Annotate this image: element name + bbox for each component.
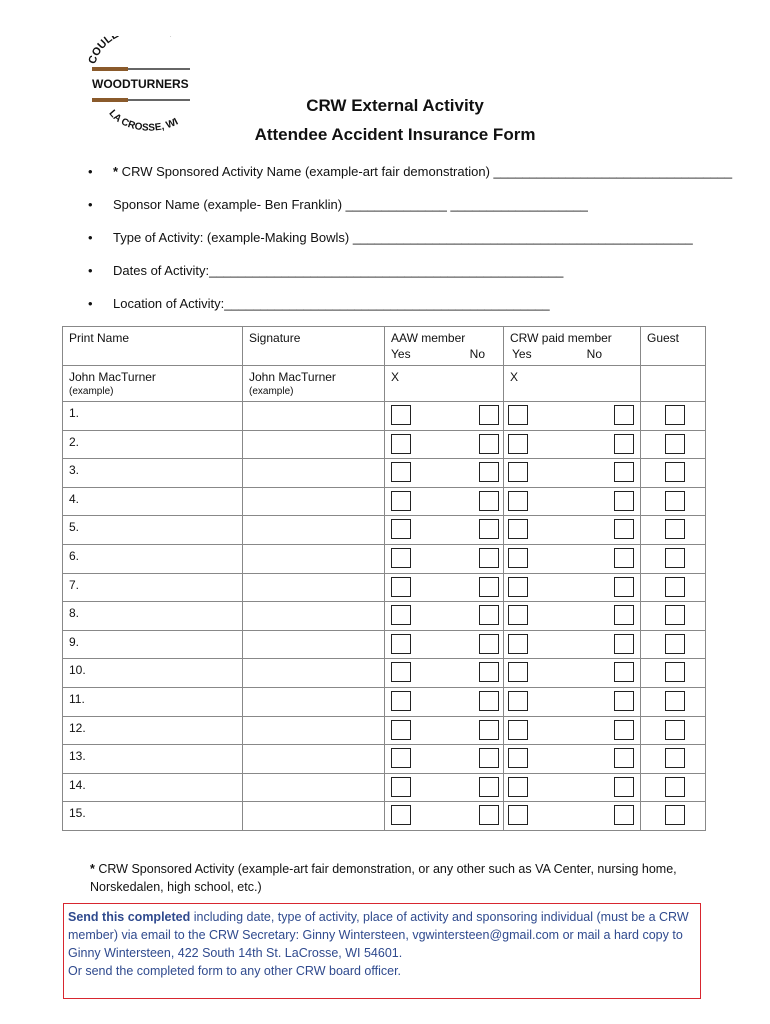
crw-yes-checkbox[interactable]	[508, 805, 528, 825]
table-row	[63, 802, 706, 831]
guest-checkbox[interactable]	[665, 519, 685, 539]
crw-no-checkbox[interactable]	[614, 519, 634, 539]
crw-yes-checkbox[interactable]	[508, 748, 528, 768]
row-number[interactable]: 4.	[69, 491, 80, 506]
logo-graphic	[80, 36, 210, 136]
sponsor-name-field[interactable]: Sponsor Name (example- Ben Franklin) ______________ ___________________	[113, 197, 588, 212]
table-row	[63, 602, 706, 631]
crw-yes-checkbox[interactable]	[508, 777, 528, 797]
crw-no-checkbox[interactable]	[614, 691, 634, 711]
guest-checkbox[interactable]	[665, 662, 685, 682]
row-signature-field[interactable]	[243, 545, 384, 573]
row-signature-field[interactable]	[243, 602, 384, 630]
header-crw-yes: Yes	[512, 347, 532, 361]
aaw-no-checkbox[interactable]	[479, 548, 499, 568]
row-signature-field[interactable]	[243, 659, 384, 687]
aaw-yes-checkbox[interactable]	[391, 805, 411, 825]
table-row	[63, 630, 706, 659]
example-signature-note: (example)	[249, 386, 294, 397]
row-number[interactable]: 3.	[69, 463, 80, 478]
guest-checkbox[interactable]	[665, 405, 685, 425]
aaw-yes-checkbox[interactable]	[391, 777, 411, 797]
bullet-marker: •	[88, 296, 93, 311]
header-aaw-no: No	[469, 347, 485, 361]
form-subtitle: Attendee Accident Insurance Form	[254, 125, 536, 144]
crw-no-checkbox[interactable]	[614, 777, 634, 797]
row-number[interactable]: 12.	[69, 720, 86, 735]
header-crw-no: No	[586, 347, 602, 361]
aaw-yes-checkbox[interactable]	[391, 720, 411, 740]
row-number[interactable]: 8.	[69, 606, 80, 621]
table-row	[63, 430, 706, 459]
aaw-no-checkbox[interactable]	[479, 805, 499, 825]
table-row	[63, 544, 706, 573]
crw-yes-checkbox[interactable]	[508, 577, 528, 597]
aaw-yes-checkbox[interactable]	[391, 605, 411, 625]
aaw-no-checkbox[interactable]	[479, 491, 499, 511]
aaw-no-checkbox[interactable]	[479, 405, 499, 425]
crw-yes-checkbox[interactable]	[508, 405, 528, 425]
aaw-no-checkbox[interactable]	[479, 691, 499, 711]
row-number[interactable]: 14.	[69, 777, 86, 792]
table-row	[63, 745, 706, 774]
guest-checkbox[interactable]	[665, 634, 685, 654]
aaw-no-checkbox[interactable]	[479, 519, 499, 539]
aaw-yes-checkbox[interactable]	[391, 748, 411, 768]
guest-checkbox[interactable]	[665, 462, 685, 482]
crw-yes-checkbox[interactable]	[508, 462, 528, 482]
guest-checkbox[interactable]	[665, 748, 685, 768]
guest-checkbox[interactable]	[665, 805, 685, 825]
example-name-note: (example)	[69, 386, 114, 397]
footnote-star: *	[90, 862, 95, 876]
guest-checkbox[interactable]	[665, 548, 685, 568]
activity-dates-field[interactable]: Dates of Activity:_________________________________________________	[113, 263, 564, 278]
logo-bottom-text: LA CROSSE, WI	[106, 108, 181, 134]
table-row	[63, 459, 706, 488]
guest-checkbox[interactable]	[665, 434, 685, 454]
crw-yes-checkbox[interactable]	[508, 434, 528, 454]
crw-no-checkbox[interactable]	[614, 577, 634, 597]
logo-top-text: COUL	[86, 36, 115, 66]
activity-location-field[interactable]: Location of Activity:_____________________________________________	[113, 296, 550, 311]
logo-middle-text: WOODTURNERS	[92, 77, 189, 91]
guest-checkbox[interactable]	[665, 577, 685, 597]
row-signature-field[interactable]	[243, 402, 384, 430]
crw-yes-checkbox[interactable]	[508, 605, 528, 625]
crw-yes-checkbox[interactable]	[508, 548, 528, 568]
crw-yes-checkbox[interactable]	[508, 691, 528, 711]
example-name: John MacTurner	[69, 370, 156, 384]
aaw-yes-checkbox[interactable]	[391, 691, 411, 711]
crw-no-checkbox[interactable]	[614, 491, 634, 511]
guest-checkbox[interactable]	[665, 720, 685, 740]
header-crw-member: CRW paid member Yes No	[504, 327, 641, 366]
row-signature-field[interactable]	[243, 431, 384, 459]
bullet-marker: •	[88, 197, 93, 212]
table-row	[63, 716, 706, 745]
header-signature: Signature	[243, 327, 385, 366]
crw-no-checkbox[interactable]	[614, 434, 634, 454]
aaw-yes-checkbox[interactable]	[391, 405, 411, 425]
row-number[interactable]: 6.	[69, 548, 80, 563]
row-signature-field[interactable]	[243, 774, 384, 802]
aaw-no-checkbox[interactable]	[479, 748, 499, 768]
crw-no-checkbox[interactable]	[614, 548, 634, 568]
crw-yes-checkbox[interactable]	[508, 634, 528, 654]
aaw-no-checkbox[interactable]	[479, 462, 499, 482]
form-title: CRW External Activity	[306, 96, 484, 115]
notice-bold: Send this completed	[68, 910, 191, 924]
guest-checkbox[interactable]	[665, 777, 685, 797]
crw-no-checkbox[interactable]	[614, 720, 634, 740]
table-row	[63, 659, 706, 688]
row-number[interactable]: 10.	[69, 663, 86, 678]
row-signature-field[interactable]	[243, 717, 384, 745]
table-row	[63, 487, 706, 516]
row-signature-field[interactable]	[243, 488, 384, 516]
crw-no-checkbox[interactable]	[614, 634, 634, 654]
row-signature-field[interactable]	[243, 802, 384, 830]
aaw-yes-checkbox[interactable]	[391, 491, 411, 511]
notice-line2: Or send the completed form to any other CRW board officer.	[68, 964, 402, 978]
row-signature-field[interactable]	[243, 745, 384, 773]
row-number[interactable]: 13.	[69, 749, 86, 764]
aaw-no-checkbox[interactable]	[479, 777, 499, 797]
aaw-yes-checkbox[interactable]	[391, 662, 411, 682]
footnote	[90, 860, 710, 896]
crw-yes-checkbox[interactable]	[508, 519, 528, 539]
guest-checkbox[interactable]	[665, 491, 685, 511]
svg-text:COULEE REGION	[86, 36, 175, 65]
aaw-yes-checkbox[interactable]	[391, 462, 411, 482]
bullet-marker: •	[88, 263, 93, 278]
table-row	[63, 773, 706, 802]
crw-no-checkbox[interactable]	[614, 405, 634, 425]
footnote-text: CRW Sponsored Activity (example-art fair demonstration, or any other such as VA Center, nursing home, Norskedalen, high school, etc.)	[90, 862, 677, 894]
notice-line1: including date, type of activity, place of activity and sponsoring individual (must be a CRW member) via email to the CRW Secretary: Ginny Wintersteen, vgwintersteen@gmail.com or mail a hard copy to Ginny Wintersteen, 422 South 14th St. LaCrosse, WI 54601.	[68, 910, 689, 960]
guest-checkbox[interactable]	[665, 605, 685, 625]
example-crw-mark: X	[510, 370, 519, 384]
required-star: *	[113, 164, 119, 179]
row-number[interactable]: 2.	[69, 434, 80, 449]
row-signature-field[interactable]	[243, 631, 384, 659]
submission-notice	[63, 903, 701, 999]
table-header-row	[63, 327, 706, 366]
activity-name-field[interactable]: CRW Sponsored Activity Name (example-art fair demonstration) _________________________________	[118, 164, 733, 179]
crw-no-checkbox[interactable]	[614, 462, 634, 482]
aaw-yes-checkbox[interactable]	[391, 434, 411, 454]
aaw-no-checkbox[interactable]	[479, 634, 499, 654]
crw-no-checkbox[interactable]	[614, 748, 634, 768]
row-signature-field[interactable]	[243, 459, 384, 487]
row-number[interactable]: 15.	[69, 806, 86, 821]
header-aaw-yes: Yes	[391, 347, 411, 361]
crw-no-checkbox[interactable]	[614, 662, 634, 682]
aaw-no-checkbox[interactable]	[479, 434, 499, 454]
table-row	[63, 573, 706, 602]
row-signature-field[interactable]	[243, 516, 384, 544]
table-row	[63, 687, 706, 716]
guest-checkbox[interactable]	[665, 691, 685, 711]
attendee-table	[62, 326, 706, 831]
header-print-name: Print Name	[63, 327, 243, 366]
header-guest: Guest	[641, 327, 706, 366]
activity-type-field[interactable]: Type of Activity: (example-Making Bowls) _______________________________________________	[113, 230, 693, 245]
crw-yes-checkbox[interactable]	[508, 720, 528, 740]
example-row	[63, 366, 706, 402]
row-signature-field[interactable]	[243, 574, 384, 602]
aaw-no-checkbox[interactable]	[479, 577, 499, 597]
aaw-yes-checkbox[interactable]	[391, 577, 411, 597]
crw-logo	[80, 36, 210, 136]
crw-no-checkbox[interactable]	[614, 805, 634, 825]
row-number[interactable]: 9.	[69, 634, 80, 649]
row-number[interactable]: 5.	[69, 520, 80, 535]
example-aaw-mark: X	[391, 370, 400, 384]
table-row	[63, 516, 706, 545]
header-aaw-member: AAW member Yes No	[385, 327, 504, 366]
aaw-no-checkbox[interactable]	[479, 720, 499, 740]
aaw-yes-checkbox[interactable]	[391, 548, 411, 568]
row-number[interactable]: 7.	[69, 577, 80, 592]
crw-yes-checkbox[interactable]	[508, 662, 528, 682]
aaw-yes-checkbox[interactable]	[391, 519, 411, 539]
row-number[interactable]: 1.	[69, 406, 80, 420]
crw-no-checkbox[interactable]	[614, 605, 634, 625]
table-row	[63, 402, 706, 431]
row-signature-field[interactable]	[243, 688, 384, 716]
bullet-marker: •	[88, 164, 93, 179]
bullet-marker: •	[88, 230, 93, 245]
aaw-no-checkbox[interactable]	[479, 605, 499, 625]
crw-yes-checkbox[interactable]	[508, 491, 528, 511]
aaw-no-checkbox[interactable]	[479, 662, 499, 682]
aaw-yes-checkbox[interactable]	[391, 634, 411, 654]
example-signature: John MacTurner	[249, 370, 336, 384]
row-number[interactable]: 11.	[69, 691, 85, 706]
